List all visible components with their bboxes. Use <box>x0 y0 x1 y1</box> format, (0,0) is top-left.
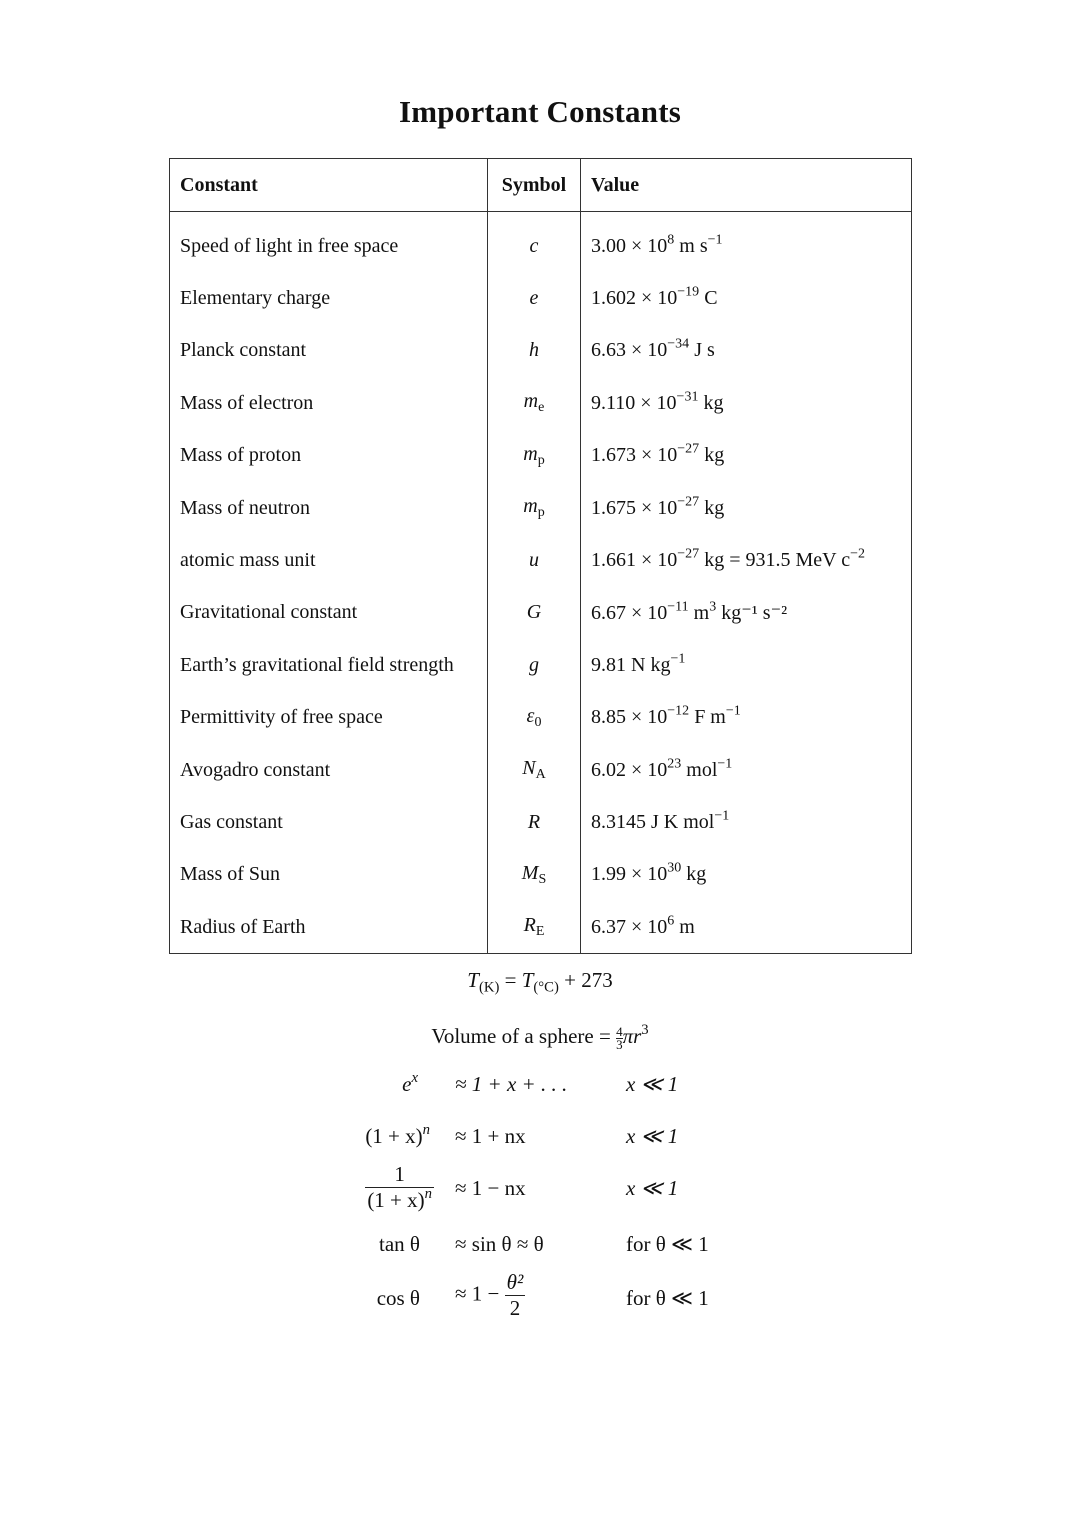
constant-symbol: h <box>488 325 581 377</box>
constant-value: $1.661 \times 10^{-27}$ kg = 931.5 MeV $c^{-2}$ <box>581 534 912 586</box>
constant-value: $6.02 \times 10^{23}$ mol$^{-1}$ <box>581 744 912 796</box>
constant-symbol: $M_S$ <box>488 849 581 901</box>
table-row <box>170 796 912 848</box>
sphere-volume-formula: Volume of a sphere = $\frac{4}{3}\pi r^3$ <box>431 1022 649 1052</box>
constant-name: Gas constant <box>170 796 488 848</box>
constant-symbol: R <box>488 796 581 848</box>
constant-value: $9.110 \times 10^{-31}$ kg <box>581 377 912 429</box>
table-row <box>170 325 912 377</box>
constant-value: $6.63 \times 10^{-34}$ J s <box>581 325 912 377</box>
constant-name: Elementary charge <box>170 272 488 324</box>
table-row <box>170 587 912 639</box>
constant-name: Mass of neutron <box>170 482 488 534</box>
table-row <box>170 744 912 796</box>
constant-name: Permittivity of free space <box>170 692 488 744</box>
constants-table <box>169 158 912 954</box>
table-row <box>170 901 912 954</box>
constant-value: 8.3145 J K mol$^{-1}$ <box>581 796 912 848</box>
constant-symbol: $m_e$ <box>488 377 581 429</box>
approximation-inverse-binomial: $\frac{1}{(1 + x)^n}$ ≈ 1 − nx x ≪ 1 <box>367 1162 679 1212</box>
approximation-binomial: $(1 + x)^n$ ≈ 1 + nx x ≪ 1 <box>365 1122 679 1148</box>
table-row <box>170 377 912 429</box>
constant-value: $6.67 \times 10^{-11}$ $m^3$ kg⁻¹ s⁻² <box>581 587 912 639</box>
constant-symbol: $m_p$ <box>488 430 581 482</box>
table-row <box>170 212 912 273</box>
table-row <box>170 849 912 901</box>
constant-name: Mass of Sun <box>170 849 488 901</box>
approximation-exp: $e^x$ ≈ 1 + x + . . . x ≪ 1 <box>402 1070 679 1096</box>
constant-symbol: u <box>488 534 581 586</box>
table-row <box>170 692 912 744</box>
constant-value: $1.602 \times 10^{-19}$ C <box>581 272 912 324</box>
constant-name: Earth’s gravitational field strength <box>170 639 488 691</box>
constant-symbol: c <box>488 212 581 273</box>
constant-name: Mass of electron <box>170 377 488 429</box>
constant-name: Avogadro constant <box>170 744 488 796</box>
constant-value: $6.37 \times 10^6$ m <box>581 901 912 954</box>
table-row <box>170 430 912 482</box>
constant-symbol: G <box>488 587 581 639</box>
constant-symbol: g <box>488 639 581 691</box>
constant-name: Speed of light in free space <box>170 212 488 273</box>
constant-value: $1.99 \times 10^{30}$ kg <box>581 849 912 901</box>
constant-symbol: e <box>488 272 581 324</box>
table-row <box>170 272 912 324</box>
header-constant: Constant <box>170 159 488 212</box>
constant-name: Mass of proton <box>170 430 488 482</box>
constant-symbol: $m_p$ <box>488 482 581 534</box>
constant-name: atomic mass unit <box>170 534 488 586</box>
table-row <box>170 482 912 534</box>
constant-value: 9.81 N $kg^{-1}$ <box>581 639 912 691</box>
temperature-formula: $T_{(K)} = T_{(^\circ C)} + 273$ <box>467 968 613 996</box>
constant-name: Gravitational constant <box>170 587 488 639</box>
constant-value: $3.00 \times 10^8$ m $s^{-1}$ <box>581 212 912 273</box>
constant-value: $1.673 \times 10^{-27}$ kg <box>581 430 912 482</box>
table-header-row <box>170 159 912 212</box>
constant-value: $1.675 \times 10^{-27}$ kg <box>581 482 912 534</box>
constant-name: Radius of Earth <box>170 901 488 954</box>
header-value: Value <box>581 159 912 212</box>
constant-symbol: $\varepsilon_0$ <box>488 692 581 744</box>
header-symbol: Symbol <box>488 159 581 212</box>
constant-value: $8.85 \times 10^{-12}$ F $m^{-1}$ <box>581 692 912 744</box>
constant-symbol: $N_A$ <box>488 744 581 796</box>
approximation-cos: cos θ ≈ 1 − $\frac{\text{θ²}}{2}$ for θ ≪ 1 <box>376 1270 709 1320</box>
constant-name: Planck constant <box>170 325 488 377</box>
constant-symbol: $R_E$ <box>488 901 581 954</box>
table-row <box>170 639 912 691</box>
page-title: Important Constants <box>399 94 681 129</box>
table-row <box>170 534 912 586</box>
approximation-tan: tan θ ≈ sin θ ≈ θ for θ ≪ 1 <box>379 1232 709 1256</box>
